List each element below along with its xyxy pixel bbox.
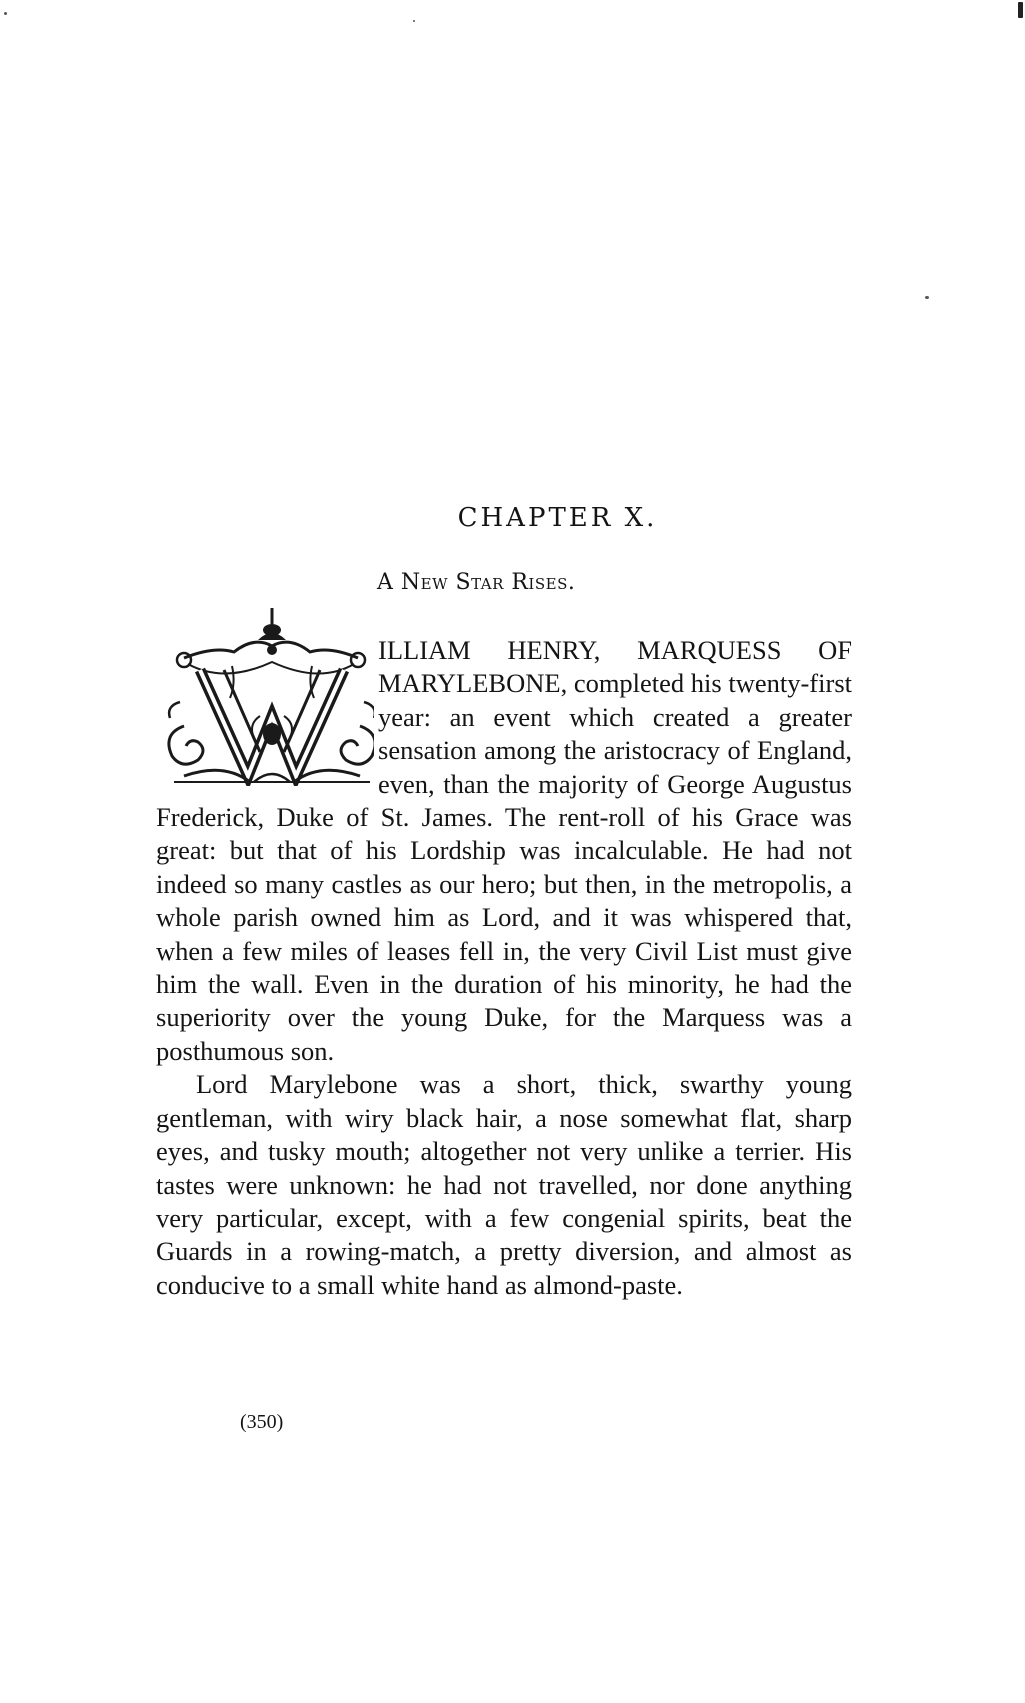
scan-speck [925, 296, 929, 299]
ornamental-w-icon [154, 606, 374, 786]
scan-speck [1018, 2, 1023, 18]
scan-speck [413, 20, 415, 22]
paragraph: Lord Marylebone was a short, thick, swarthy young gentleman, with wiry black hair, a nose somewhat flat, sharp eyes, and tusky mouth; altogether not very unlike a terrier. His tastes were unknown: he had not travelled, nor done anything very particular, except, with a few congenial spirits, beat the Guards in a rowing-match, a pretty diversion, and almost as conducive to a small white hand as almond-paste. [156, 1069, 852, 1300]
chapter-title: CHAPTER X. [457, 503, 658, 533]
scan-speck [4, 12, 7, 15]
paragraph: ILLIAM HENRY, MARQUESS OF MARYLEBONE, completed his twenty-first year: an event which created a greater sensation among the aristocracy of England, even, than the majority of George Augustus Frederick, Duke of St. James. The rent-roll of his Grace was great: but that of his Lordship was incalculable. He had not indeed so many castles as our hero; but then, in the metropolis, a whole parish owned him as Lord, and it was whispered that, when a few miles of leases fell in, the very Civil List must give him the wall. Even in the duration of his minority, he had the superiority over the young Duke, for the Marquess was a posthumous son. [156, 635, 852, 1066]
chapter-subtitle: A New Star Rises. [377, 570, 576, 595]
body-text [156, 634, 852, 1302]
page-number: (350) [240, 1411, 284, 1433]
